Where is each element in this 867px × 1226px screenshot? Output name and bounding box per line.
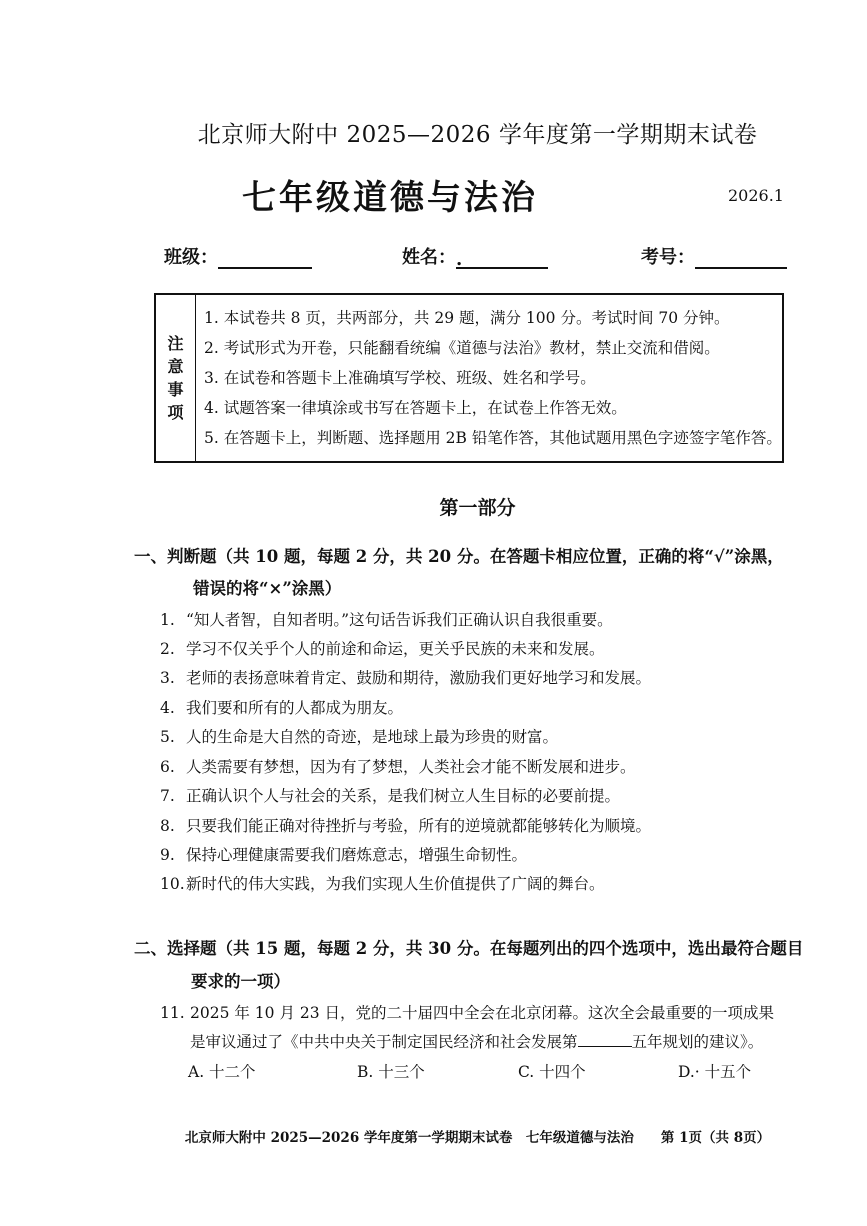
answer-blank [578, 1032, 632, 1047]
question-item [160, 872, 605, 894]
exam-number-field[interactable] [641, 243, 787, 269]
notes-label-char: 事 [167, 380, 184, 399]
question-text: 我们要和所有的人都成为朋友。 [186, 699, 404, 717]
exam-date: 2026.1 [728, 186, 784, 205]
question-number: 10. [160, 875, 185, 893]
question-text: 老师的表扬意味着肯定、鼓励和期待，激励我们更好地学习和发展。 [186, 669, 652, 687]
question-text: 人的生命是大自然的奇迹，是地球上最为珍贵的财富。 [186, 728, 559, 746]
question-item [160, 1001, 774, 1023]
section2-heading: 二、选择题（共 15 题，每题 2 分，共 30 分。在每题列出的四个选项中，选出最符合题目 [134, 939, 804, 958]
question-item [160, 784, 620, 806]
name-label: 姓名： [402, 247, 456, 268]
question-item [160, 696, 403, 718]
part-title: 第一部分 [439, 497, 516, 519]
note-item: 5. 在答题卡上，判断题、选择题用 2B 铅笔作答，其他试题用黑色字迹签字笔作答。 [204, 429, 782, 447]
question-item [160, 725, 558, 747]
question-text: “知人者智，自知者明。”这句话告诉我们正确认识自我很重要。 [186, 611, 613, 629]
note-item: 3. 在试卷和答题卡上准确填写学校、班级、姓名和学号。 [204, 369, 596, 387]
question-item [160, 608, 613, 630]
question-number: 7. [160, 787, 175, 805]
exam-number-label: 考号： [641, 247, 695, 268]
question-item [160, 755, 636, 777]
school-exam-title: 北京师大附中 2025—2026 学年度第一学期期末试卷 [197, 122, 758, 148]
subject-title: 七年级道德与法治 [242, 178, 538, 218]
note-item: 1. 本试卷共 8 页，共两部分，共 29 题，满分 100 分。考试时间 70 分钟。 [204, 309, 730, 327]
name-blank-line[interactable] [456, 249, 548, 269]
notes-list [204, 303, 782, 453]
name-field[interactable] [402, 243, 548, 269]
section1-heading: 一、判断题（共 10 题，每题 2 分，共 20 分。在答题卡相应位置，正确的将“√”涂黑， [134, 547, 784, 566]
question-text-cont [190, 1030, 763, 1052]
question-number: 4. [160, 699, 175, 717]
note-item: 4. 试题答案一律填涂或书写在答题卡上，在试卷上作答无效。 [204, 399, 627, 417]
question-text: 保持心理健康需要我们磨炼意志，增强生命韧性。 [186, 846, 528, 864]
class-label: 班级： [164, 247, 218, 268]
question-text: 2025 年 10 月 23 日，党的二十届四中全会在北京闭幕。这次全会最重要的一项成果 [190, 1004, 775, 1022]
option-d: D.· 十五个 [678, 1063, 752, 1081]
notes-label-char: 注 [167, 334, 184, 353]
question-text: 正确认识个人与社会的关系，是我们树立人生目标的必要前提。 [186, 787, 621, 805]
option-b: B. 十三个 [357, 1063, 425, 1081]
section2-heading-cont: 要求的一项） [191, 972, 290, 991]
question-text: 新时代的伟大实践，为我们实现人生价值提供了广阔的舞台。 [186, 875, 605, 893]
notes-label [156, 295, 196, 461]
question-number: 8. [160, 817, 175, 835]
name-mark: . [456, 249, 463, 270]
question-text: 五年规划的建议》。 [631, 1033, 764, 1051]
question-number: 6. [160, 758, 175, 776]
question-item [160, 666, 651, 688]
question-item [160, 843, 527, 865]
page-footer: 北京师大附中 2025—2026 学年度第一学期期末试卷 七年级道德与法治 第 1页（共 8页） [184, 1130, 771, 1146]
note-item: 2. 考试形式为开卷，只能翻看统编《道德与法治》教材，禁止交流和借阅。 [204, 339, 720, 357]
option-a: A. 十二个 [188, 1063, 256, 1081]
notes-box [154, 293, 784, 463]
question-item [160, 637, 605, 659]
question-number: 1. [160, 611, 175, 629]
question-number: 9. [160, 846, 175, 864]
notes-label-char: 项 [167, 403, 184, 422]
question-number: 2. [160, 640, 175, 658]
class-blank-line[interactable] [218, 249, 312, 269]
question-number: 5. [160, 728, 175, 746]
class-field[interactable] [164, 243, 312, 269]
question-item [160, 814, 651, 836]
question-text: 学习不仅关乎个人的前途和命运，更关乎民族的未来和发展。 [186, 640, 605, 658]
question-text: 人类需要有梦想，因为有了梦想，人类社会才能不断发展和进步。 [186, 758, 636, 776]
exam-number-blank-line[interactable] [695, 249, 787, 269]
question-text: 只要我们能正确对待挫折与考验，所有的逆境就都能够转化为顺境。 [186, 817, 652, 835]
question-number: 11. [160, 1004, 185, 1022]
option-c: C. 十四个 [518, 1063, 586, 1081]
question-number: 3. [160, 669, 175, 687]
section1-heading-cont: 错误的将“×”涂黑） [193, 579, 342, 598]
notes-label-char: 意 [167, 357, 184, 376]
question-text: 是审议通过了《中共中央关于制定国民经济和社会发展第 [190, 1033, 578, 1051]
